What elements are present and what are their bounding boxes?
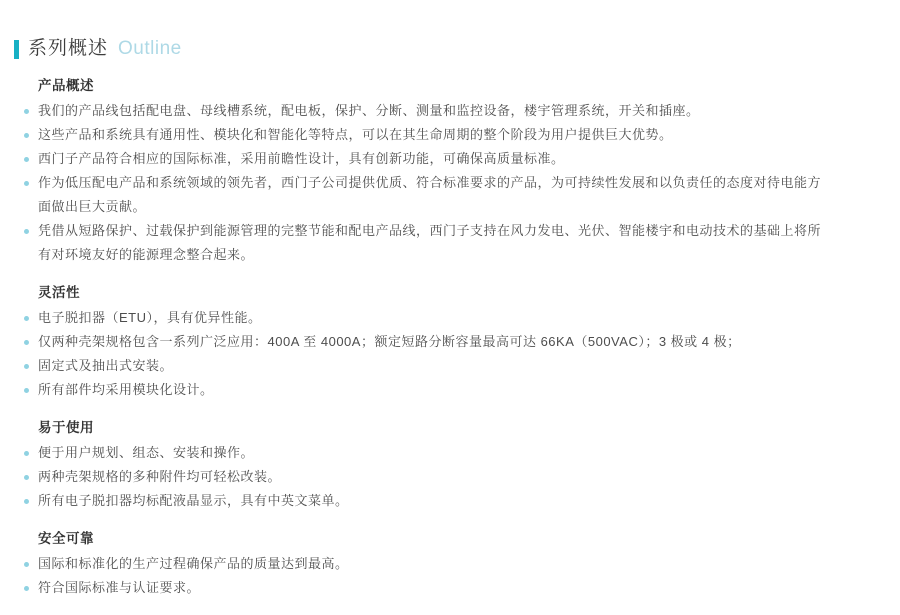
list-item: 两种壳架规格的多种附件均可轻松改装。 xyxy=(24,465,824,489)
bullet-list xyxy=(14,552,870,600)
series-header xyxy=(14,38,870,60)
list-item: 凭借从短路保护、过载保护到能源管理的完整节能和配电产品线，西门子支持在风力发电、光伏、智能楼宇和电动技术的基础上将所有对环境友好的能源理念整合起来。 xyxy=(24,219,824,267)
list-item: 电子脱扣器（ETU），具有优异性能。 xyxy=(24,306,824,330)
list-item: 便于用户规划、组态、安装和操作。 xyxy=(24,441,824,465)
section-flexibility xyxy=(14,284,870,402)
bullet-list xyxy=(14,441,870,513)
list-item: 作为低压配电产品和系统领域的领先者，西门子公司提供优质、符合标准要求的产品，为可持续性发展和以负责任的态度对待电能方面做出巨大贡献。 xyxy=(24,171,824,219)
list-item: 所有电子脱扣器均标配液晶显示，具有中英文菜单。 xyxy=(24,489,824,513)
section-safety-reliability xyxy=(14,530,870,600)
section-product-overview xyxy=(14,77,870,267)
section-heading: 产品概述 xyxy=(38,78,94,93)
section-ease-of-use xyxy=(14,419,870,513)
page-title-zh: 系列概述 xyxy=(28,38,109,59)
bullet-list xyxy=(14,306,870,402)
section-heading: 灵活性 xyxy=(38,285,80,300)
list-item: 符合国际标准与认证要求。 xyxy=(24,576,824,600)
list-item: 国际和标准化的生产过程确保产品的质量达到最高。 xyxy=(24,552,824,576)
list-item: 西门子产品符合相应的国际标准，采用前瞻性设计，具有创新功能，可确保高质量标准。 xyxy=(24,147,824,171)
accent-bar xyxy=(14,40,19,59)
list-item: 固定式及抽出式安装。 xyxy=(24,354,824,378)
list-item: 我们的产品线包括配电盘、母线槽系统，配电板，保护、分断、测量和监控设备，楼宇管理系统，开关和插座。 xyxy=(24,99,824,123)
section-heading: 安全可靠 xyxy=(38,531,94,546)
bullet-list xyxy=(14,99,870,267)
list-item: 这些产品和系统具有通用性、模块化和智能化等特点，可以在其生命周期的整个阶段为用户提供巨大优势。 xyxy=(24,123,824,147)
list-item: 仅两种壳架规格包含一系列广泛应用：400A 至 4000A；额定短路分断容量最高可达 66KA（500VAC）；3 极或 4 极； xyxy=(24,330,824,354)
section-heading: 易于使用 xyxy=(38,420,94,435)
page-title-en: Outline xyxy=(118,38,182,59)
list-item: 所有部件均采用模块化设计。 xyxy=(24,378,824,402)
